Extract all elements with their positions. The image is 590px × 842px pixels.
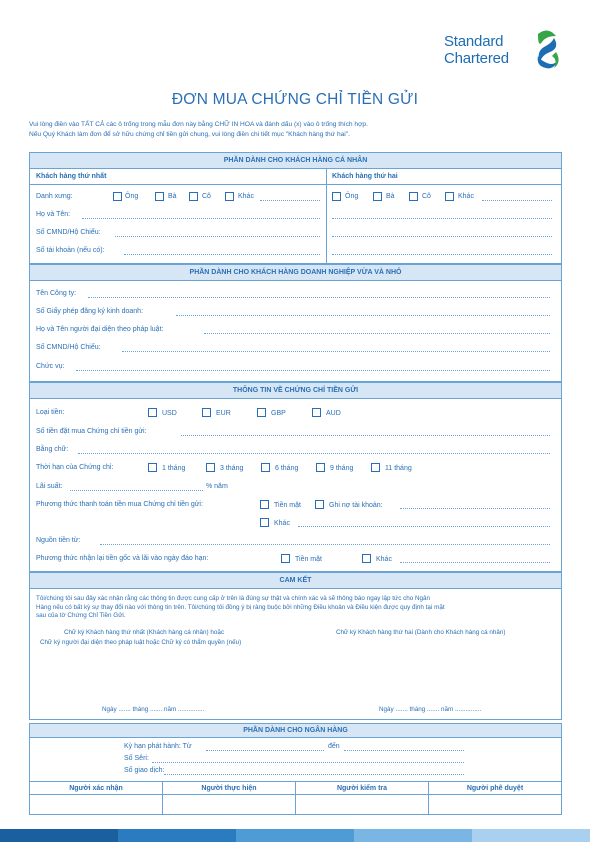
term-6-label: 6 tháng [275,465,299,472]
id2-field[interactable] [332,236,552,237]
cd-info-section [29,382,562,572]
salutation-ong-label: Ông [125,193,139,200]
bank-section [29,723,562,815]
term-1-label: 1 tháng [162,465,186,472]
role-checker: Người kiểm tra [336,785,388,792]
intro-line1: Vui lòng điền vào TẤT CẢ các ô trống trong mẫu đơn này bằng CHỮ IN HOA và đánh dấu (x) vào ô trống thích hợp. [29,121,368,128]
commitment-line2: Hàng nếu có bất kỳ sự thay đổi nào với thông tin trên. Tôi/chúng tôi đồng ý bị ràng buộc bởi những Điều khoản và Điều kiện được quy định tại mặt [36,603,445,611]
serial-field[interactable] [152,762,464,763]
source-field[interactable] [100,544,550,545]
term-1-checkbox[interactable] [148,463,157,472]
commitment-text [36,595,445,621]
signature1-label: Chữ ký Khách hàng thứ nhất (Khách hàng cá nhân) hoặc [64,629,225,636]
issue-label: Kỳ hạn phát hành: Từ [124,743,192,750]
eur-label: EUR [216,410,231,417]
standard-chartered-logo [444,28,564,73]
amount-field[interactable] [181,435,550,436]
salutation-co-label: Cô [202,193,211,200]
payment-label: Phương thức thanh toán tiền mua Chứng chỉ tiền gửi: [36,501,203,508]
receive-cash-checkbox[interactable] [281,554,290,563]
company-label: Tên Công ty: [36,290,77,297]
logo-line2: Chartered [444,50,509,67]
salutation-label: Danh xưng: [36,193,73,200]
receive-other-label: Khác [376,556,392,563]
salutation-co-checkbox[interactable] [189,192,198,201]
payment-debit-checkbox[interactable] [315,500,324,509]
salutation-ong-checkbox[interactable] [113,192,122,201]
rate-field[interactable] [70,490,203,491]
term-label: Thời hạn của Chứng chỉ: [36,464,114,471]
business-header: PHẦN DÀNH CHO KHÁCH HÀNG DOANH NGHIỆP VỪA VÀ NHỎ [30,265,561,281]
rep-field[interactable] [204,333,550,334]
usd-checkbox[interactable] [148,408,157,417]
issue-to-label: đến [328,743,340,750]
footer-color-bar [0,829,590,842]
intro-text [29,120,368,140]
currency-label: Loại tiền: [36,409,65,416]
amount-label: Số tiền đặt mua Chứng chỉ tiền gửi: [36,428,147,435]
cd-info-header: THÔNG TIN VỀ CHỨNG CHỈ TIỀN GỬI [30,383,561,399]
individual-header: PHẦN DÀNH CHO KHÁCH HÀNG CÁ NHÂN [30,153,561,169]
id-field[interactable] [115,236,320,237]
position-field[interactable] [76,370,550,371]
salutation2-co-checkbox[interactable] [409,192,418,201]
salutation2-other-checkbox[interactable] [445,192,454,201]
source-label: Nguồn tiền từ: [36,537,81,544]
account2-field[interactable] [332,254,552,255]
term-11-checkbox[interactable] [371,463,380,472]
date1-field[interactable]: Ngày ....... tháng ....... năm ............... [102,706,205,713]
salutation-ba-label: Bà [168,193,177,200]
commitment-section [29,572,562,720]
license-field[interactable] [176,315,550,316]
salutation2-ba-label: Bà [386,193,395,200]
account-label: Số tài khoản (nếu có): [36,247,105,254]
issue-to-field[interactable] [344,750,464,751]
payment-debit-label: Ghi nợ tài khoản: [329,502,383,509]
receive-label: Phương thức nhận lại tiền gốc và lãi vào ngày đáo hạn: [36,555,209,562]
aud-checkbox[interactable] [312,408,321,417]
eur-checkbox[interactable] [202,408,211,417]
company-field[interactable] [88,297,550,298]
commitment-header: CAM KẾT [30,573,561,589]
biz-id-label: Số CMND/Hộ Chiếu: [36,344,101,351]
license-label: Số Giấy phép đăng ký kinh doanh: [36,308,144,315]
salutation2-ba-checkbox[interactable] [373,192,382,201]
salutation2-ong-label: Ông [345,193,359,200]
term-3-checkbox[interactable] [206,463,215,472]
date2-field[interactable]: Ngày ....... tháng ....... năm ............... [379,706,482,713]
trans-label: Số giao dịch: [124,767,165,774]
role-confirmer: Người xác nhận [69,785,123,792]
bank-header: PHẦN DÀNH CHO NGÂN HÀNG [30,724,561,738]
logo-text [444,33,509,67]
words-label: Bằng chữ: [36,446,69,453]
second-customer-label: Khách hàng thứ hai [332,173,398,180]
intro-line2: Nếu Quý Khách làm đơn để sở hữu chứng chỉ tiền gửi chung, vui lòng điền chi tiết mục "Khách hàng thứ hai". [29,131,350,138]
logo-line1: Standard [444,33,504,50]
term-3-label: 3 tháng [220,465,244,472]
receive-cash-label: Tiền mặt [295,556,322,563]
account-field[interactable] [124,254,320,255]
id-label: Số CMND/Hộ Chiếu: [36,229,101,236]
payment-cash-label: Tiền mặt [274,502,301,509]
position-label: Chức vụ: [36,363,65,370]
usd-label: USD [162,410,177,417]
individual-section [29,152,562,264]
name-label: Họ và Tên: [36,211,71,218]
issue-from-field[interactable] [206,750,324,751]
commitment-line1: Tôi/chúng tôi sau đây xác nhận rằng các thông tin được cung cấp ở trên là đúng sự thật và chính xác và sẽ thông báo ngay lập tức cho Ngân [36,595,431,602]
rate-label: Lãi suất: [36,483,63,490]
salutation2-ong-checkbox[interactable] [332,192,341,201]
first-customer-label: Khách hàng thứ nhất [36,173,107,180]
biz-id-field[interactable] [122,351,550,352]
payment-other-field[interactable] [298,526,550,527]
salutation-other-checkbox[interactable] [225,192,234,201]
payment-cash-checkbox[interactable] [260,500,269,509]
signature1b-label: Chữ ký người đại diện theo pháp luật hoặc Chữ ký có thẩm quyền (nếu) [40,639,242,646]
role-executor: Người thực hiện [201,785,257,792]
page-title: ĐƠN MUA CHỨNG CHỈ TIỀN GỬI [171,91,419,108]
rep-label: Họ và Tên người đại diện theo pháp luật: [36,326,164,333]
term-11-label: 11 tháng [385,465,412,472]
role-approver: Người phê duyệt [466,785,524,792]
gbp-label: GBP [271,410,286,417]
commitment-line3: sau của tờ Chứng Chỉ Tiền Gửi. [36,612,126,619]
receive-other-checkbox[interactable] [362,554,371,563]
words-field[interactable] [78,453,550,454]
name-field[interactable] [82,218,320,219]
serial-label: Số Sêri: [124,755,149,762]
rate-unit: % năm [206,483,228,490]
aud-label: AUD [326,410,341,417]
term-9-checkbox[interactable] [316,463,325,472]
term-9-label: 9 tháng [330,465,354,472]
debit-account-field[interactable] [400,508,550,509]
receive-other-field[interactable] [400,562,550,563]
salutation2-other-label: Khác [458,193,474,200]
payment-other-checkbox[interactable] [260,518,269,527]
gbp-checkbox[interactable] [257,408,266,417]
payment-other-label: Khác [274,520,290,527]
name2-field[interactable] [332,218,552,219]
salutation2-co-label: Cô [422,193,431,200]
term-6-checkbox[interactable] [261,463,270,472]
salutation-other-label: Khác [238,193,254,200]
trans-field[interactable] [164,774,464,775]
salutation-ba-checkbox[interactable] [155,192,164,201]
logo-mark-icon [532,28,562,73]
signature2-label: Chữ ký Khách hàng thứ hai (Dành cho Khách hàng cá nhân) [336,629,506,636]
business-section [29,264,562,382]
